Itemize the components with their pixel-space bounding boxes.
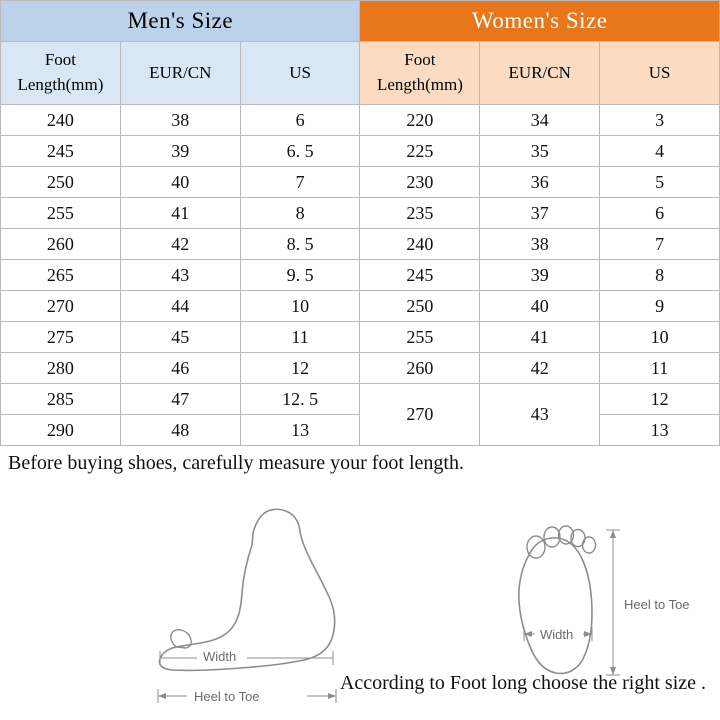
men-eur: 42 bbox=[120, 229, 240, 260]
men-us: 7 bbox=[240, 167, 360, 198]
men-foot-length: 260 bbox=[1, 229, 121, 260]
women-us: 13 bbox=[600, 415, 720, 446]
side-length-arrow-right bbox=[328, 693, 336, 699]
men-foot-length: 245 bbox=[1, 136, 121, 167]
men-col-eur-cn: EUR/CN bbox=[120, 42, 240, 105]
women-foot-length: 245 bbox=[360, 260, 480, 291]
men-us: 11 bbox=[240, 322, 360, 353]
men-col-foot-length-line1: Foot bbox=[44, 50, 76, 70]
men-eur: 43 bbox=[120, 260, 240, 291]
table-row bbox=[1, 167, 720, 198]
women-eur: 39 bbox=[480, 260, 600, 291]
men-foot-length: 255 bbox=[1, 198, 121, 229]
men-col-foot-length bbox=[1, 42, 121, 105]
women-us: 7 bbox=[600, 229, 720, 260]
women-eur: 38 bbox=[480, 229, 600, 260]
side-length-arrow-left bbox=[158, 693, 166, 699]
men-foot-length: 280 bbox=[1, 353, 121, 384]
measure-note: Before buying shoes, carefully measure your foot length. bbox=[8, 452, 464, 474]
women-eur: 43 bbox=[480, 384, 600, 446]
table-row bbox=[1, 384, 720, 415]
side-heel-to-toe-label: Heel to Toe bbox=[194, 689, 260, 704]
women-us: 3 bbox=[600, 105, 720, 136]
table-row bbox=[1, 291, 720, 322]
men-eur: 40 bbox=[120, 167, 240, 198]
women-foot-length: 250 bbox=[360, 291, 480, 322]
women-eur: 34 bbox=[480, 105, 600, 136]
mens-size-header: Men's Size bbox=[1, 1, 360, 42]
women-foot-length: 270 bbox=[360, 384, 480, 446]
women-eur: 41 bbox=[480, 322, 600, 353]
men-foot-length: 250 bbox=[1, 167, 121, 198]
men-us: 10 bbox=[240, 291, 360, 322]
men-eur: 39 bbox=[120, 136, 240, 167]
table-row bbox=[1, 105, 720, 136]
men-eur: 45 bbox=[120, 322, 240, 353]
women-eur: 37 bbox=[480, 198, 600, 229]
women-foot-length: 220 bbox=[360, 105, 480, 136]
women-col-eur-cn: EUR/CN bbox=[480, 42, 600, 105]
women-us: 5 bbox=[600, 167, 720, 198]
women-foot-length: 225 bbox=[360, 136, 480, 167]
toe-5 bbox=[583, 537, 596, 553]
men-col-foot-length-line2: Length(mm) bbox=[17, 75, 104, 94]
men-us: 8 bbox=[240, 198, 360, 229]
side-foot-illustration bbox=[158, 509, 336, 705]
women-eur: 36 bbox=[480, 167, 600, 198]
women-us: 6 bbox=[600, 198, 720, 229]
choose-size-note: According to Foot long choose the right size . bbox=[339, 672, 706, 694]
men-foot-length: 240 bbox=[1, 105, 121, 136]
men-eur: 48 bbox=[120, 415, 240, 446]
men-foot-length: 265 bbox=[1, 260, 121, 291]
women-eur: 40 bbox=[480, 291, 600, 322]
table-row bbox=[1, 322, 720, 353]
top-heel-to-toe-label: Heel to Toe bbox=[624, 597, 690, 612]
women-us: 8 bbox=[600, 260, 720, 291]
men-us: 13 bbox=[240, 415, 360, 446]
women-us: 12 bbox=[600, 384, 720, 415]
table-row bbox=[1, 198, 720, 229]
top-foot-illustration bbox=[519, 526, 700, 675]
men-us: 8. 5 bbox=[240, 229, 360, 260]
women-foot-length: 235 bbox=[360, 198, 480, 229]
men-foot-length: 285 bbox=[1, 384, 121, 415]
men-us: 12 bbox=[240, 353, 360, 384]
table-header-row bbox=[1, 1, 720, 42]
women-us: 9 bbox=[600, 291, 720, 322]
women-us: 10 bbox=[600, 322, 720, 353]
women-col-foot-length bbox=[360, 42, 480, 105]
men-us: 9. 5 bbox=[240, 260, 360, 291]
women-col-us: US bbox=[600, 42, 720, 105]
men-eur: 44 bbox=[120, 291, 240, 322]
table-column-header-row bbox=[1, 42, 720, 105]
men-foot-length: 275 bbox=[1, 322, 121, 353]
table-row bbox=[1, 229, 720, 260]
table-row bbox=[1, 260, 720, 291]
women-foot-length: 240 bbox=[360, 229, 480, 260]
women-foot-length: 255 bbox=[360, 322, 480, 353]
women-foot-length: 260 bbox=[360, 353, 480, 384]
top-length-arrow-top bbox=[610, 530, 616, 538]
women-eur: 42 bbox=[480, 353, 600, 384]
womens-size-header: Women's Size bbox=[360, 1, 720, 42]
men-us: 6. 5 bbox=[240, 136, 360, 167]
table-row bbox=[1, 136, 720, 167]
men-us: 12. 5 bbox=[240, 384, 360, 415]
men-foot-length: 290 bbox=[1, 415, 121, 446]
top-foot-outline bbox=[519, 538, 592, 674]
side-width-label: Width bbox=[203, 649, 237, 664]
side-foot-outline bbox=[160, 509, 335, 670]
toe-2 bbox=[544, 527, 560, 547]
women-us: 4 bbox=[600, 136, 720, 167]
women-eur: 35 bbox=[480, 136, 600, 167]
men-col-us: US bbox=[240, 42, 360, 105]
men-eur: 47 bbox=[120, 384, 240, 415]
top-width-label: Width bbox=[540, 627, 574, 642]
men-foot-length: 270 bbox=[1, 291, 121, 322]
table-row bbox=[1, 353, 720, 384]
men-eur: 38 bbox=[120, 105, 240, 136]
women-foot-length: 230 bbox=[360, 167, 480, 198]
foot-measure-figures bbox=[0, 475, 720, 707]
women-col-foot-length-line2: Length(mm) bbox=[376, 75, 463, 94]
men-us: 6 bbox=[240, 105, 360, 136]
men-eur: 46 bbox=[120, 353, 240, 384]
women-col-foot-length-line1: Foot bbox=[404, 50, 436, 70]
toe-1 bbox=[527, 536, 545, 558]
men-eur: 41 bbox=[120, 198, 240, 229]
women-us: 11 bbox=[600, 353, 720, 384]
